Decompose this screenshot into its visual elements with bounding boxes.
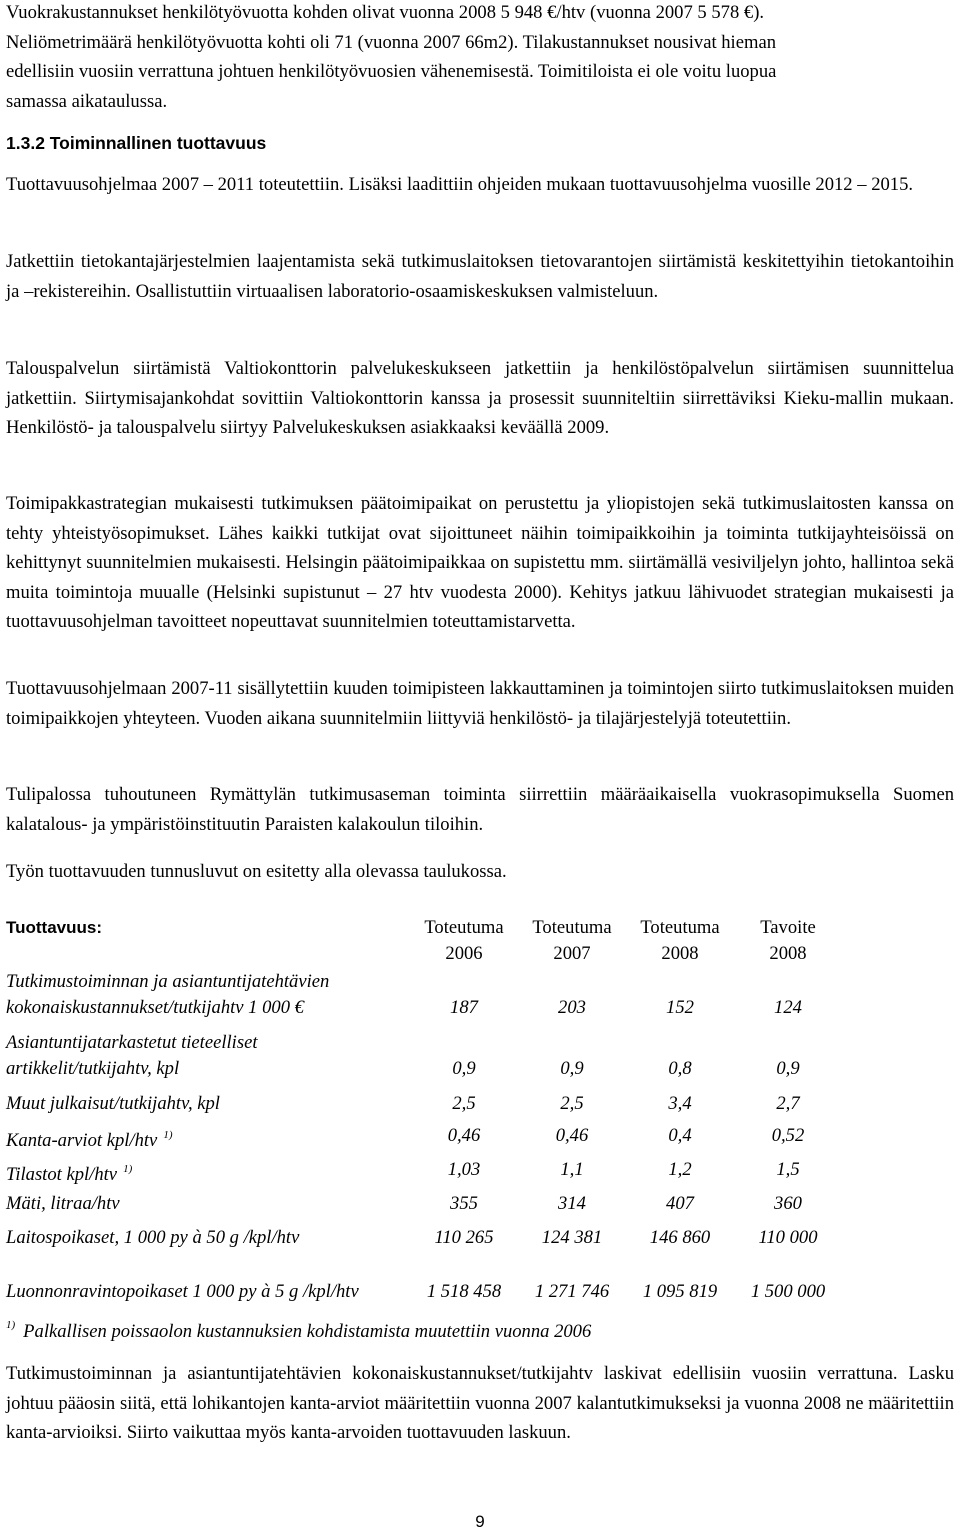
paragraph-7: Työn tuottavuuden tunnusluvut on esitetty alla olevassa taulukossa. (6, 861, 507, 882)
intro-line-2 (6, 28, 954, 58)
row-label-line1: Tutkimustoiminnan ja asiantuntijatehtävien (6, 971, 330, 992)
paragraph-4: Toimipakkastrategian mukaisesti tutkimuksen päätoimipaikat on perustettu ja yliopistojen sekä tutkimuslaitosten kanssa on tehty yhteistyösopimukset. Lähes kaikki tutkijat ovat sijoittuneet näihin toimipaikkoihin ja toiminta tutkijayhteisöissä on kehittynyt suunnitelmien mukaisesti. Helsingin päätoimipaikkaa on supistettu mm. siirtämällä vesiviljelyn johto, hallintoa sekä muita toimintoja muualle (Helsinki supistunut – 27 htv vuodesta 2000). Kehitys jatkuu lähivuodet strategian mukaisesti ja tuottavuusohjelman tavoitteet nopeuttavat suunnitelmien toteuttamistarvetta. (6, 493, 954, 632)
intro-line-4: samassa aikataulussa. (6, 90, 168, 112)
cell-value: 1,2 (668, 1159, 692, 1180)
intro-line-3: edellisiin vuosiin verrattuna johtuen henkilötyövuosien vähenemisestä. Toimitiloista ei ole voitu luopua (6, 61, 777, 82)
page-number: 9 (475, 1512, 485, 1531)
row-label: Muut julkaisut/tutkijahtv, kpl (6, 1093, 220, 1114)
row-footnote-ref: 1) (163, 1129, 173, 1141)
table-header-row (6, 913, 906, 964)
col-header-1-line1: Toteutuma (424, 917, 504, 938)
row-label: kokonaiskustannukset/tutkijahtv 1 000 € (6, 997, 304, 1018)
cell-value: 0,9 (452, 1058, 476, 1079)
cell-value: 124 (774, 997, 802, 1018)
table-row (6, 1028, 906, 1079)
col-header-2-line1: Toteutuma (532, 917, 612, 938)
cell-value: 110 265 (434, 1227, 494, 1248)
row-label: Tilastot kpl/htv (6, 1164, 118, 1185)
col-header-2-line2: 2007 (553, 943, 591, 964)
row-label: Mäti, litraa/htv (6, 1193, 120, 1214)
cell-value: 124 381 (541, 1227, 603, 1248)
cell-value: 0,9 (560, 1058, 584, 1079)
col-header-4-line2: 2008 (769, 943, 807, 964)
row-label-wrap (6, 1121, 172, 1156)
footnote-text: Palkallisen poissaolon kustannuksien kohdistamista muutettiin vuonna 2006 (23, 1321, 592, 1342)
cell-value: 110 000 (758, 1227, 818, 1248)
row-footnote-ref: 1) (123, 1163, 133, 1175)
cell-value: 2,5 (560, 1093, 584, 1114)
cell-value: 314 (558, 1193, 586, 1214)
cell-value: 0,52 (771, 1125, 805, 1146)
cell-value: 360 (774, 1193, 802, 1214)
paragraph-1: Tuottavuusohjelmaa 2007 – 2011 toteutettiin. Lisäksi laadittiin ohjeiden mukaan tuottavuusohjelma vuosille 2012 – 2015. (6, 174, 914, 195)
row-label: Kanta-arviot kpl/htv (6, 1130, 158, 1151)
paragraph-5: Tuottavuusohjelmaan 2007-11 sisällytettiin kuuden toimipisteen lakkauttaminen ja toimintojen siirto tutkimuslaitoksen muiden toimipaikkojen yhteyteen. Vuoden aikana suunnitelmiin liittyviä henkilöstö- ja tilajärjestelyjä toteutettiin. (6, 678, 954, 729)
footnote-marker: 1) (6, 1319, 16, 1331)
table-row (6, 1121, 906, 1151)
cell-value: 2,7 (776, 1093, 800, 1114)
cell-value: 1 518 458 (426, 1281, 502, 1302)
table-label: Tuottavuus: (6, 918, 103, 937)
table-row (6, 1189, 906, 1219)
table-row (6, 1089, 906, 1119)
cell-value: 0,8 (668, 1058, 692, 1079)
cell-value: 407 (666, 1193, 694, 1214)
cell-value: 1 271 746 (534, 1281, 610, 1302)
cell-value: 1 500 000 (750, 1281, 826, 1302)
intro-line-2-text: Neliömetrimäärä henkilötyövuotta kohti oli 71 (vuonna 2007 66m2). Tilakustannukset nousivat hieman (6, 31, 776, 53)
cell-value: 203 (558, 997, 586, 1018)
cell-value: 3,4 (668, 1093, 692, 1114)
col-header-1-line2: 2006 (445, 943, 483, 964)
section-heading: 1.3.2 Toiminnallinen tuottavuus (6, 133, 267, 153)
cell-value: 1,5 (776, 1159, 800, 1180)
row-label-line1: Asiantuntijatarkastetut tieteelliset (6, 1032, 258, 1053)
cell-value: 0,46 (447, 1125, 481, 1146)
row-label: artikkelit/tutkijahtv, kpl (6, 1058, 180, 1079)
table-footnote (6, 1311, 591, 1347)
cell-value: 1 095 819 (642, 1281, 718, 1302)
cell-value: 355 (450, 1193, 478, 1214)
cell-value: 0,4 (668, 1125, 692, 1146)
table-row (6, 1155, 906, 1185)
paragraph-2: Jatkettiin tietokantajärjestelmien laajentamista sekä tutkimuslaitoksen tietovarantojen siirtämistä keskitettyihin tietokantoihin ja –rekistereihin. Osallistuttiin virtuaalisen laboratorio-osaamiskeskuksen valmisteluun. (6, 251, 954, 302)
paragraph-3: Talouspalvelun siirtämistä Valtiokonttorin palvelukeskukseen jatkettiin ja henkilöstöpalvelun siirtämisen suunnittelua jatkettiin. Siirtymisajankohdat sovittiin Valtiokonttorin kanssa ja prosessit suunniteltiin siirrettäviksi Kieku-mallin mukaan. Henkilöstö- ja talouspalvelu siirtyy Palvelukeskuksen asiakkaaksi keväällä 2009. (6, 358, 954, 438)
closing-paragraph: Tutkimustoiminnan ja asiantuntijatehtävien kokonaiskustannukset/tutkijahtv laskivat edellisiin vuosiin verrattuna. Lasku johtuu pääosin siitä, että lohikantojen kanta-arviot määritettiin vuonna 2007 kalantutkimukseksi ja vuonna 2008 ne määritettiin kanta-arvioiksi. Siirto vaikuttaa myös kanta-arvoiden tuottavuuden laskuun. (6, 1363, 954, 1443)
row-label: Laitospoikaset, 1 000 py à 50 g /kpl/htv (6, 1227, 300, 1248)
table-row (6, 967, 906, 1018)
col-header-3-line2: 2008 (661, 943, 699, 964)
table-row (6, 1223, 906, 1253)
table-row (6, 1277, 906, 1307)
col-header-3-line1: Toteutuma (640, 917, 720, 938)
cell-value: 1,1 (560, 1159, 584, 1180)
intro-line-1: Vuokrakustannukset henkilötyövuotta kohden olivat vuonna 2008 5 948 €/htv (vuonna 2007 5 578 €). (6, 2, 765, 23)
row-label-wrap (6, 1155, 132, 1190)
cell-value: 187 (450, 997, 478, 1018)
cell-value: 152 (666, 997, 694, 1018)
cell-value: 0,46 (555, 1125, 589, 1146)
paragraph-6: Tulipalossa tuhoutuneen Rymättylän tutkimusaseman toiminta siirrettiin määräaikaisella vuokrasopimuksella Suomen kalatalous- ja ympäristöinstituutin Paraisten kalakoulun tiloihin. (6, 784, 954, 835)
col-header-4-line1: Tavoite (760, 917, 816, 938)
cell-value: 146 860 (649, 1227, 711, 1248)
cell-value: 2,5 (452, 1093, 476, 1114)
cell-value: 0,9 (776, 1058, 800, 1079)
row-label: Luonnonravintopoikaset 1 000 py à 5 g /kpl/htv (6, 1281, 359, 1302)
cell-value: 1,03 (447, 1159, 481, 1180)
intro-paragraph (6, 0, 954, 116)
